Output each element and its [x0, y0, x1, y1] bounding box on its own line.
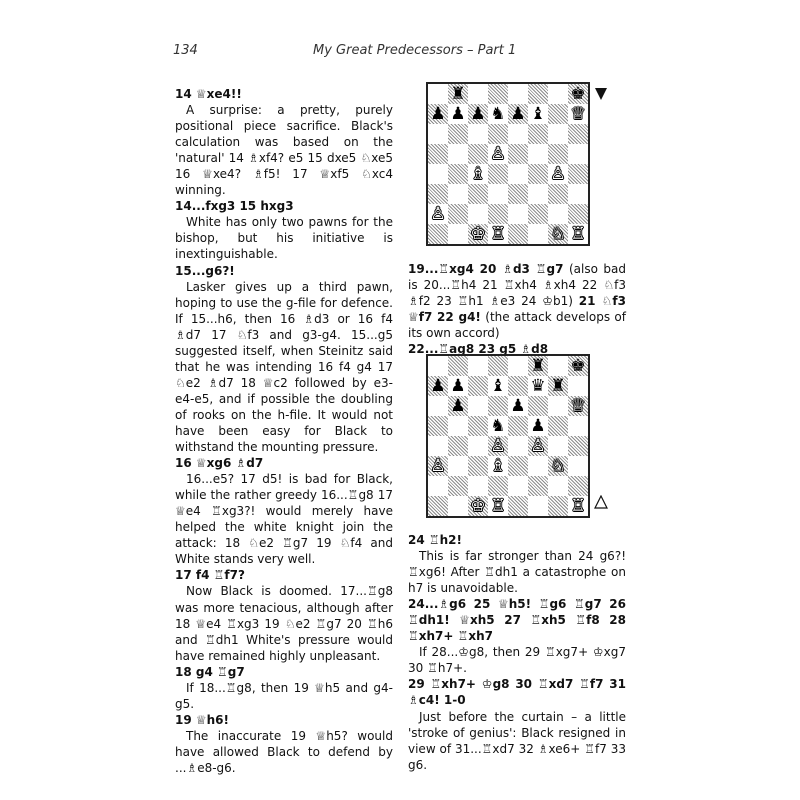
board-square-piece: ♖	[568, 496, 588, 516]
board-square-piece: ♙	[428, 204, 448, 224]
board-square	[428, 224, 448, 244]
board-square	[508, 356, 528, 376]
board-square	[448, 184, 468, 204]
annotation-paragraph: The inaccurate 19 ♕h5? would have allowed Black to defend by ...♗e8-g6.	[175, 728, 393, 775]
board-square-piece: ♙	[548, 164, 568, 184]
board-square-piece: ♝	[528, 104, 548, 124]
board-square	[468, 456, 488, 476]
move-line: 17 f4 ♖f7?	[175, 568, 245, 583]
board-square	[448, 496, 468, 516]
board-square	[528, 224, 548, 244]
board-square-piece: ♙	[428, 456, 448, 476]
board-square	[508, 124, 528, 144]
move-line: 14 ♕xe4!!	[175, 87, 242, 101]
board-square	[468, 376, 488, 396]
board-square-piece: ♟	[448, 396, 468, 416]
board-square-piece: ♙	[528, 436, 548, 456]
board-square	[508, 376, 528, 396]
board-square	[468, 416, 488, 436]
annotation-paragraph: A surprise: a pretty, purely positional piece sacrifice. Black's calculation was based on the 'natural' 14 ♗xf4? e5 15 dxe5 ♘xe5 16 ♕xe4? ♗f5! 17 ♕xf5 ♘xc4 winning.	[175, 103, 393, 198]
board-square	[508, 184, 528, 204]
board-square-piece: ♟	[448, 376, 468, 396]
board-square	[508, 224, 528, 244]
move-line: 18 g4 ♖g7	[175, 664, 245, 679]
board-square-piece: ♖	[568, 224, 588, 244]
board-square	[508, 204, 528, 224]
board-square	[448, 416, 468, 436]
comment-fragment: (the attack develops of its own accord)	[408, 310, 626, 341]
board-square	[548, 204, 568, 224]
board-square-piece: ♜	[548, 376, 568, 396]
board-square-piece: ♟	[468, 104, 488, 124]
comment-fragment: (also bad is 20...♖h4 21 ♖xh4 ♗xh4 22 ♘f3 ♗f2 23 ♖h1 ♗e3 24 ♔b1)	[408, 262, 626, 309]
move-line: 24...♗g6 25 ♕h5! ♖g6 ♖g7 26 ♖dh1! ♕xh5 27 ♖xh5 ♖f8 28 ♖xh7+ ♖xh7	[408, 597, 626, 644]
board-square-piece: ♜	[448, 84, 468, 104]
left-column	[175, 86, 393, 776]
board-square	[528, 204, 548, 224]
board-square	[448, 356, 468, 376]
board-square	[428, 84, 448, 104]
board-square	[548, 124, 568, 144]
board-square	[528, 124, 548, 144]
board-square-piece: ♗	[488, 456, 508, 476]
board-square-piece: ♟	[528, 416, 548, 436]
board-square	[568, 456, 588, 476]
board-square	[528, 84, 548, 104]
board-square	[548, 356, 568, 376]
page-number: 134	[173, 43, 198, 58]
board-square	[528, 184, 548, 204]
board-square	[448, 164, 468, 184]
board-square	[548, 496, 568, 516]
annotation-paragraph: 16...e5? 17 d5! is bad for Black, while the rather greedy 16...♖g8 17 ♕e4 ♖xg3?! would merely have helped the white knight join the attack: 18 ♘e2 ♖g7 19 ♘f4 and White stands very well.	[175, 472, 393, 567]
board-square	[508, 436, 528, 456]
board-square	[428, 184, 448, 204]
move-line: 19 ♕h6!	[175, 712, 229, 727]
board-square	[568, 204, 588, 224]
board-square	[528, 144, 548, 164]
board-square	[568, 436, 588, 456]
board-square	[548, 184, 568, 204]
board-square	[548, 144, 568, 164]
chess-diagram-2	[426, 354, 590, 518]
move-line: 14...fxg3 15 hxg3	[175, 199, 294, 214]
board-square-piece: ♚	[568, 356, 588, 376]
board-square	[568, 144, 588, 164]
board-square	[428, 416, 448, 436]
board-square	[568, 476, 588, 496]
board-square-piece: ♟	[428, 104, 448, 124]
board-square-piece: ♘	[548, 456, 568, 476]
board-square-piece: ♙	[488, 436, 508, 456]
move-line: 29 ♖xh7+ ♔g8 30 ♖xd7 ♖f7 31 ♗c4! 1-0	[408, 677, 626, 708]
board-square	[448, 436, 468, 456]
board-square	[448, 476, 468, 496]
board-square-piece: ♘	[548, 224, 568, 244]
board-square	[428, 356, 448, 376]
board-square	[528, 456, 548, 476]
board-square	[448, 124, 468, 144]
annotation-paragraph: Just before the curtain – a little 'stroke of genius': Black resigned in view of 31...♖xd7 32 ♗xe6+ ♖f7 33 g6.	[408, 709, 626, 772]
board-square	[448, 204, 468, 224]
board-square	[488, 184, 508, 204]
board-square-piece: ♟	[508, 104, 528, 124]
board-square	[448, 456, 468, 476]
annotation-paragraph: If 18...♖g8, then 19 ♕h5 and g4-g5.	[175, 680, 393, 711]
board-square-piece: ♛	[528, 376, 548, 396]
black-to-move-icon	[594, 86, 608, 105]
board-square-piece: ♙	[488, 144, 508, 164]
board-square-piece: ♟	[448, 104, 468, 124]
board-square	[488, 164, 508, 184]
board-square	[428, 164, 448, 184]
board-square	[468, 356, 488, 376]
board-square-piece: ♟	[508, 396, 528, 416]
board-square	[428, 396, 448, 416]
board-square	[488, 124, 508, 144]
board-square	[548, 436, 568, 456]
board-square	[468, 476, 488, 496]
board-square	[508, 84, 528, 104]
board-square-piece: ♞	[488, 416, 508, 436]
board-square-piece: ♝	[488, 376, 508, 396]
board-square-piece: ♚	[568, 84, 588, 104]
board-square	[508, 496, 528, 516]
board-square	[448, 224, 468, 244]
move-fragment: 19...♖xg4 20 ♗d3 ♖g7	[408, 262, 564, 276]
board-square	[468, 84, 488, 104]
move-line: 15...g6?!	[175, 263, 235, 278]
board-square-piece: ♔	[468, 224, 488, 244]
board-square	[548, 84, 568, 104]
board-square	[528, 396, 548, 416]
board-square	[428, 436, 448, 456]
board-square	[468, 396, 488, 416]
board-square-piece: ♔	[468, 496, 488, 516]
right-column-top	[408, 261, 626, 357]
right-column-bottom	[408, 532, 626, 773]
move-line: 24 ♖h2!	[408, 533, 462, 547]
board-square-piece: ♞	[488, 104, 508, 124]
board-square	[428, 496, 448, 516]
board-square	[468, 184, 488, 204]
board-square	[428, 476, 448, 496]
board-square	[488, 84, 508, 104]
annotation-paragraph: White has only two pawns for the bishop, but his initiative is inextinguishable.	[175, 215, 393, 262]
board-square	[528, 476, 548, 496]
board-square	[548, 476, 568, 496]
board-square-piece: ♗	[468, 164, 488, 184]
board-square	[448, 144, 468, 164]
board-square	[468, 144, 488, 164]
move-line: 22...♖ag8 23 g5 ♗d8	[408, 342, 549, 357]
chess-diagram-1	[426, 82, 590, 246]
board-square	[568, 376, 588, 396]
board-square-piece: ♜	[528, 356, 548, 376]
board-square-piece: ♕	[568, 104, 588, 124]
board-square	[528, 496, 548, 516]
board-square	[488, 204, 508, 224]
board-square	[548, 104, 568, 124]
board-square	[508, 144, 528, 164]
board-square-piece: ♖	[488, 224, 508, 244]
white-to-move-icon	[594, 494, 608, 513]
board-square	[508, 416, 528, 436]
board-square	[528, 164, 548, 184]
board-square	[488, 356, 508, 376]
board-square	[548, 416, 568, 436]
board-square-piece: ♕	[568, 396, 588, 416]
board-square	[508, 476, 528, 496]
board-square	[428, 144, 448, 164]
board-square	[548, 396, 568, 416]
board-square	[428, 124, 448, 144]
annotation-paragraph: Lasker gives up a third pawn, hoping to use the g-file for defence. If 15...h6, then 16 ♗d3 or 16 f4 ♗d7 17 ♘f3 and g3-g4. 15...g5 suggested itself, when Steinitz said that he was intending 16 f4 g4 17 ♘e2 ♗d7 18 ♕c2 followed by e3-e4-e5, and if possible the doubling of rooks on the h-file. It would not have been easy for Black to withstand the mounting pressure.	[175, 279, 393, 455]
running-title: My Great Predecessors – Part 1	[313, 43, 517, 58]
move-line: 16 ♕xg6 ♗d7	[175, 456, 264, 471]
mixed-paragraph	[408, 261, 626, 341]
board-square	[568, 164, 588, 184]
board-square	[568, 416, 588, 436]
board-square	[468, 124, 488, 144]
board-square-piece: ♟	[428, 376, 448, 396]
board-square	[508, 456, 528, 476]
board-square	[568, 124, 588, 144]
board-square	[468, 204, 488, 224]
board-square	[488, 476, 508, 496]
annotation-paragraph: If 28...♔g8, then 29 ♖xg7+ ♔xg7 30 ♖h7+.	[408, 645, 626, 676]
annotation-paragraph: This is far stronger than 24 g6?! ♖xg6! After ♖dh1 a catastrophe on h7 is unavoidable.	[408, 549, 626, 596]
board-square	[508, 164, 528, 184]
board-square	[568, 184, 588, 204]
board-square	[488, 396, 508, 416]
board-square-piece: ♖	[488, 496, 508, 516]
move-fragment: 21 ♘f3 ♕f7 22 g4!	[408, 294, 626, 325]
annotation-paragraph: Now Black is doomed. 17...♖g8 was more tenacious, although after 18 ♕e4 ♖xg3 19 ♘e2 ♖g7 20 ♖h6 and ♖dh1 White's pressure would have remained highly unpleasant.	[175, 584, 393, 663]
board-square	[468, 436, 488, 456]
